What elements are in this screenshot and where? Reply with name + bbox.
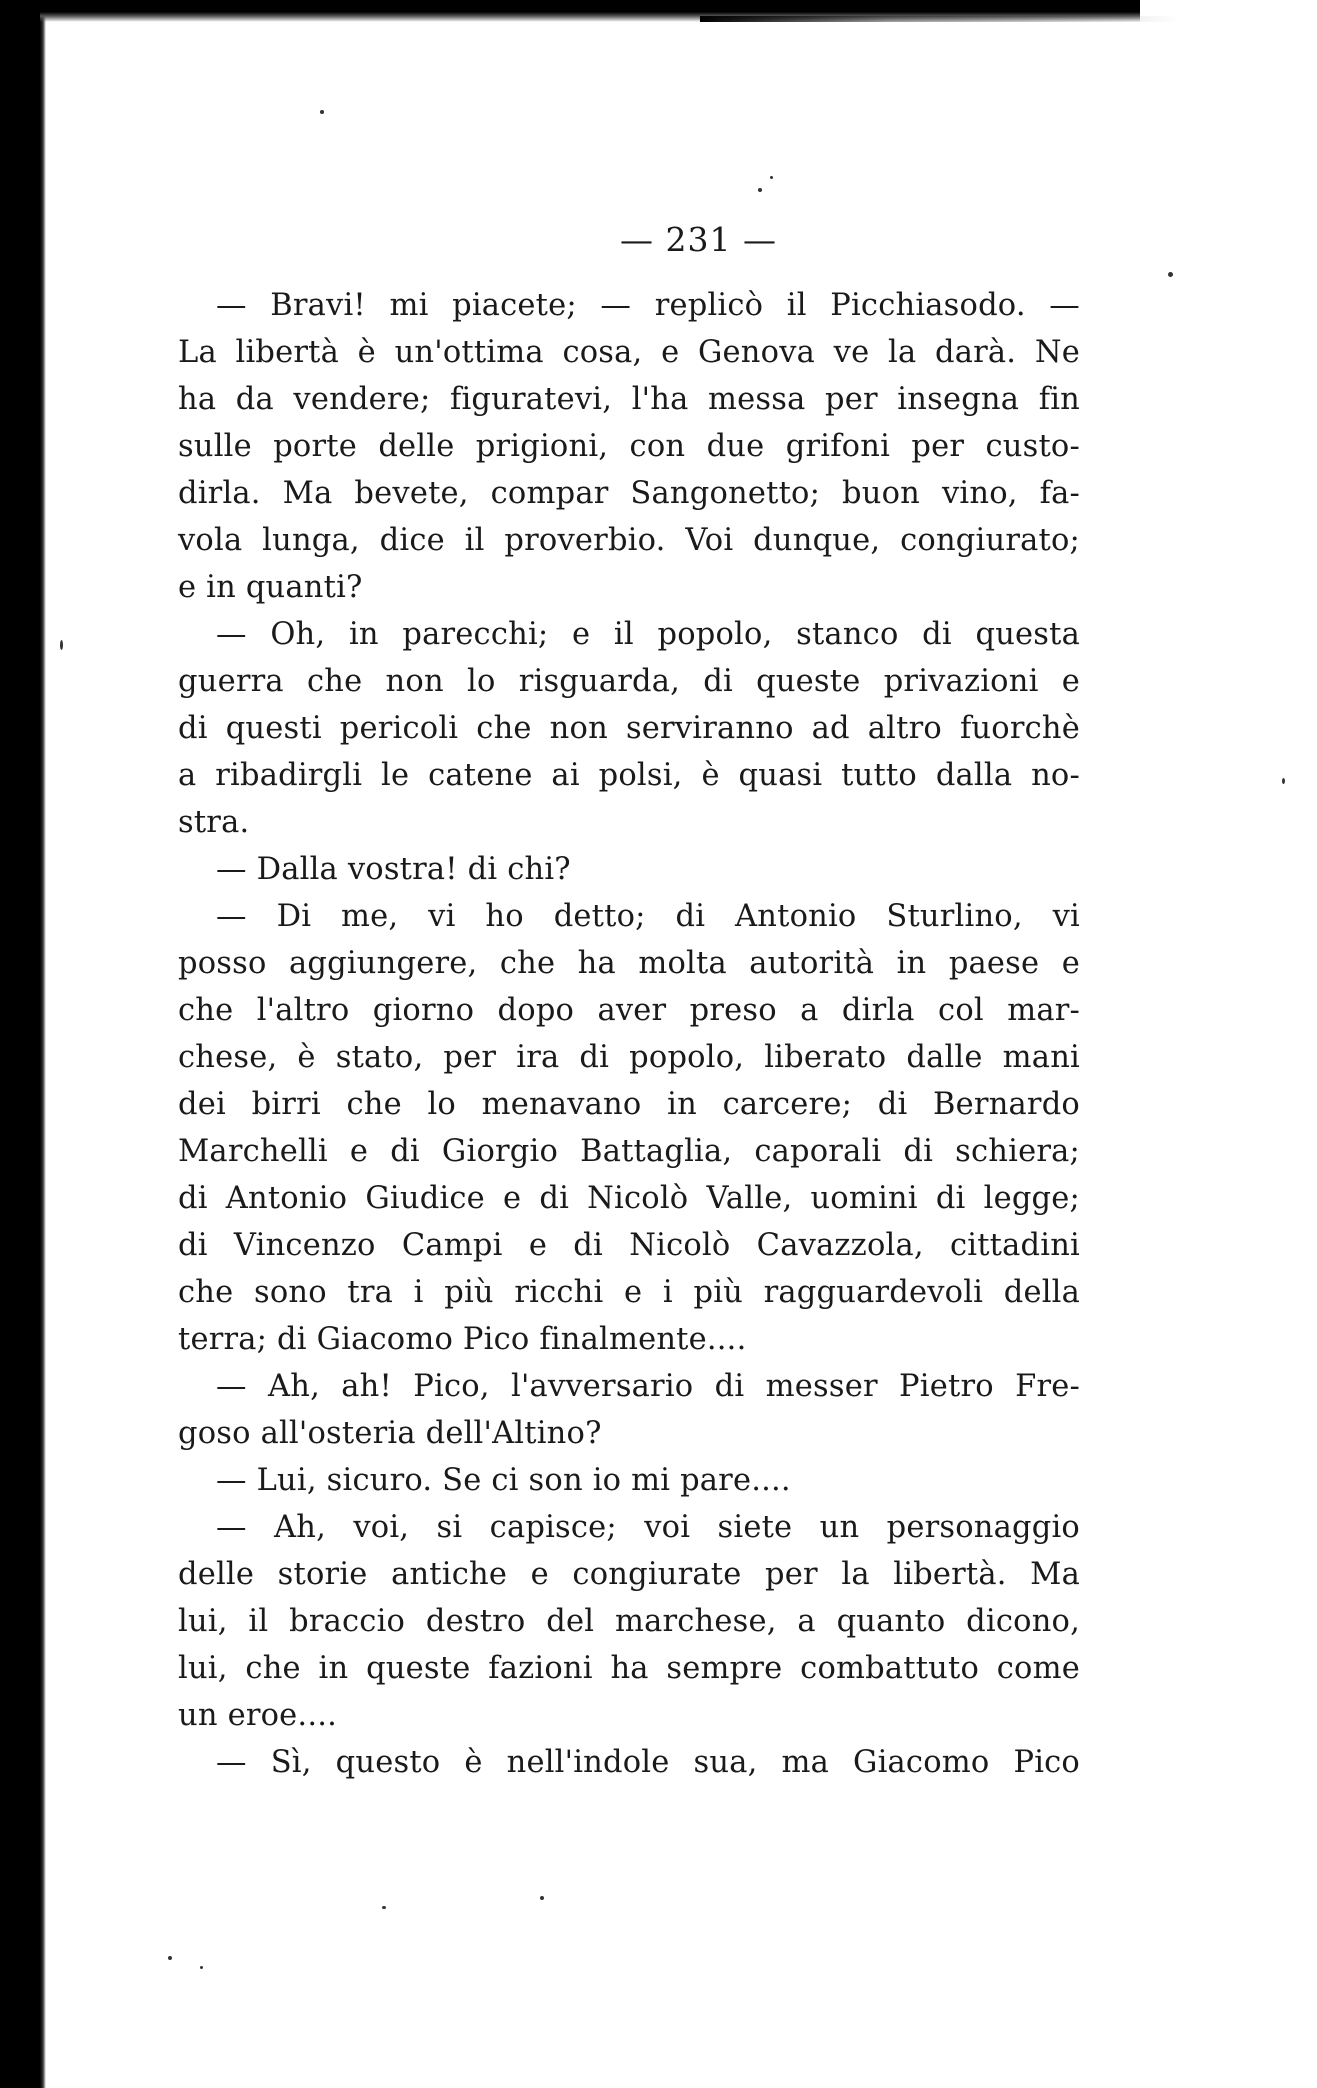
text-line: — Sì, questo è nell'indole sua, ma Giacomo Pico — [216, 1745, 1080, 1780]
text-line: un eroe.... — [178, 1698, 338, 1733]
scan-speck — [200, 1966, 203, 1969]
scan-shadow-left-edge — [0, 0, 46, 2088]
text-line: a ribadirgli le catene ai polsi, è quasi tutto dalla no- — [178, 758, 1080, 793]
text-line: — Di me, vi ho detto; di Antonio Sturlino, vi — [216, 899, 1080, 934]
page-number: — 231 — — [620, 220, 777, 259]
text-line: sulle porte delle prigioni, con due grifoni per custo- — [178, 429, 1080, 464]
scan-speck — [320, 110, 324, 114]
scan-speck — [382, 1906, 386, 1909]
text-line: posso aggiungere, che ha molta autorità in paese e — [178, 946, 1080, 981]
text-line: di Antonio Giudice e di Nicolò Valle, uomini di legge; — [178, 1181, 1080, 1216]
text-line: lui, che in queste fazioni ha sempre combattuto come — [178, 1651, 1080, 1686]
scan-speck — [168, 1956, 172, 1960]
scan-speck — [758, 188, 762, 192]
scan-speck — [60, 640, 63, 650]
text-line: lui, il braccio destro del marchese, a quanto dicono, — [178, 1604, 1080, 1639]
text-line: Marchelli e di Giorgio Battaglia, caporali di schiera; — [178, 1134, 1080, 1169]
scan-speck — [540, 1896, 544, 1900]
text-line: che sono tra i più ricchi e i più ragguardevoli della — [178, 1275, 1080, 1310]
scan-shadow-top-fade — [700, 16, 1180, 22]
text-line: dei birri che lo menavano in carcere; di Bernardo — [178, 1087, 1080, 1122]
text-line: e in quanti? — [178, 570, 363, 605]
text-line: dirla. Ma bevete, compar Sangonetto; buon vino, fa- — [178, 476, 1080, 511]
text-line: terra; di Giacomo Pico finalmente.... — [178, 1322, 747, 1357]
text-line: vola lunga, dice il proverbio. Voi dunque, congiurato; — [178, 523, 1080, 558]
text-line: — Ah, ah! Pico, l'avversario di messer Pietro Fre- — [216, 1369, 1080, 1404]
scan-speck — [770, 176, 773, 179]
text-line: — Dalla vostra! di chi? — [216, 852, 571, 887]
body-text — [178, 282, 1080, 1786]
text-line: ha da vendere; figuratevi, l'ha messa per insegna fin — [178, 382, 1080, 417]
text-line: — Ah, voi, si capisce; voi siete un personaggio — [216, 1510, 1080, 1545]
scan-speck — [1282, 778, 1285, 784]
text-line: che l'altro giorno dopo aver preso a dirla col mar- — [178, 993, 1080, 1028]
text-line: chese, è stato, per ira di popolo, liberato dalle mani — [178, 1040, 1080, 1075]
scan-speck — [1168, 272, 1173, 277]
text-line: guerra che non lo risguarda, di queste privazioni e — [178, 664, 1080, 699]
text-line: stra. — [178, 805, 250, 840]
text-line: delle storie antiche e congiurate per la libertà. Ma — [178, 1557, 1080, 1592]
text-line: di Vincenzo Campi e di Nicolò Cavazzola, cittadini — [178, 1228, 1080, 1263]
text-line: — Lui, sicuro. Se ci son io mi pare.... — [216, 1463, 791, 1498]
text-line: — Oh, in parecchi; e il popolo, stanco di questa — [216, 617, 1080, 652]
text-line: La libertà è un'ottima cosa, e Genova ve la darà. Ne — [178, 335, 1080, 370]
text-line: di questi pericoli che non serviranno ad altro fuorchè — [178, 711, 1080, 746]
text-line: — Bravi! mi piacete; — replicò il Picchiasodo. — — [216, 288, 1080, 323]
text-line: goso all'osteria dell'Altino? — [178, 1416, 602, 1451]
